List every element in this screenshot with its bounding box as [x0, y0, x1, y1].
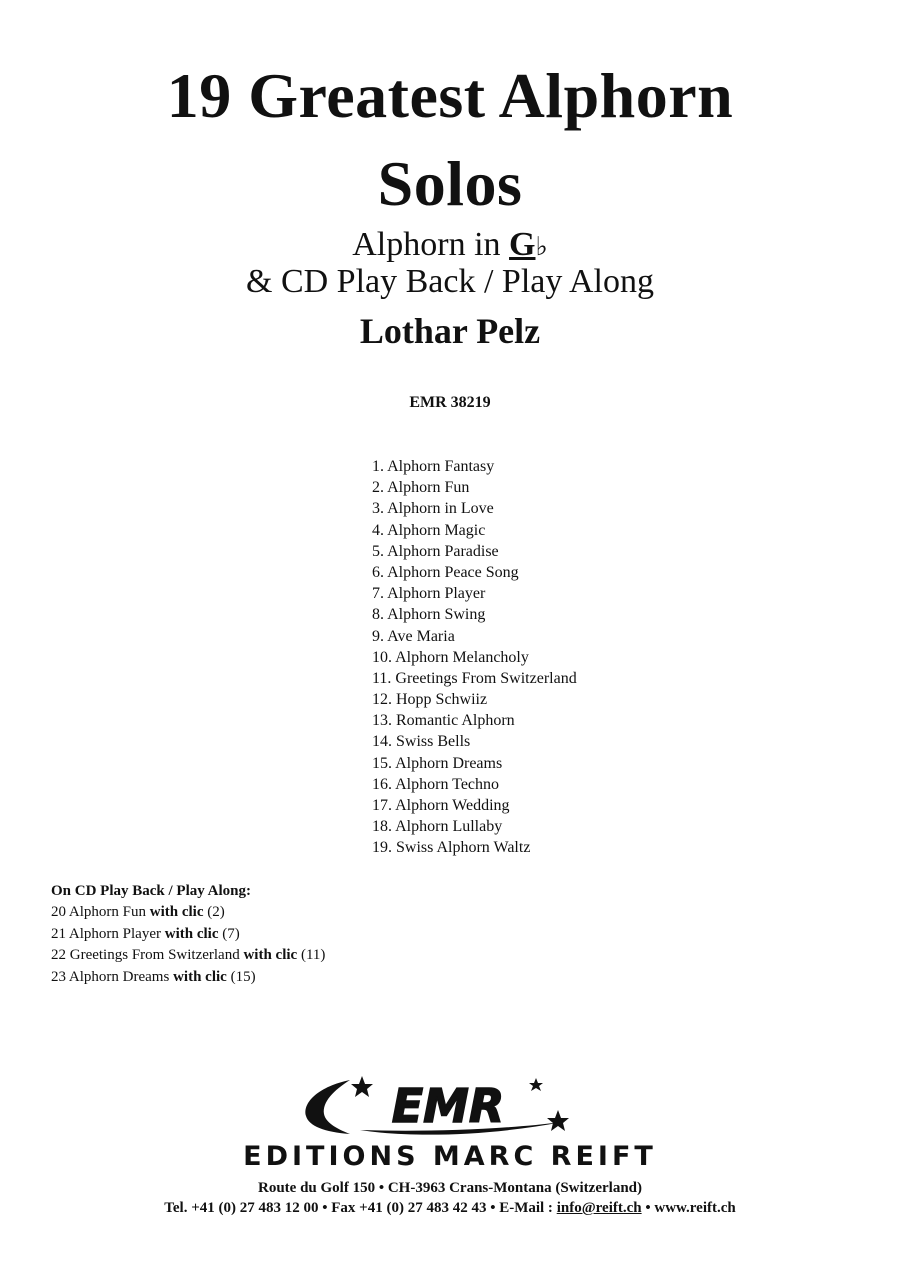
- catalog-number: EMR 38219: [409, 394, 491, 411]
- instrument-prefix: Alphorn in: [352, 226, 510, 263]
- cd-track-item: [51, 902, 325, 924]
- publisher-name: EDITIONS MARC REIFT: [243, 1141, 657, 1172]
- cd-track-ref: (11): [297, 947, 326, 963]
- title-line-1: 19 Greatest Alphorn: [166, 60, 734, 131]
- composer-name: Lothar Pelz: [359, 311, 541, 351]
- track-item: 1. Alphorn Fantasy: [372, 458, 495, 475]
- track-item: 15. Alphorn Dreams: [372, 754, 503, 772]
- cd-track-clic: with clic: [173, 968, 227, 985]
- cd-section-header: On CD Play Back / Play Along:: [51, 883, 252, 899]
- cd-track-clic: with clic: [243, 947, 298, 963]
- website: • www.reift.ch: [641, 1200, 736, 1216]
- track-item: 7. Alphorn Player: [372, 585, 486, 603]
- logo-star-icon: [547, 1110, 569, 1131]
- key-letter: G: [509, 226, 536, 263]
- track-item: 2. Alphorn Fun: [372, 479, 470, 497]
- emr-logo: [300, 1072, 600, 1142]
- track-item: 6. Alphorn Peace Song: [372, 563, 519, 581]
- track-item: 13. Romantic Alphorn: [372, 712, 515, 730]
- track-item: 18. Alphorn Lullaby: [372, 818, 503, 836]
- track-item: 19. Swiss Alphorn Waltz: [372, 839, 531, 857]
- cd-track-section: [51, 880, 325, 988]
- publisher-address: Route du Golf 150 • CH-3963 Crans-Montana (Switzerland): [258, 1180, 642, 1196]
- cd-track-title: 21 Alphorn Player: [51, 925, 165, 942]
- track-item: 8. Alphorn Swing: [372, 606, 486, 624]
- track-item: 4. Alphorn Magic: [372, 521, 486, 539]
- track-item: 12. Hopp Schwiiz: [372, 691, 488, 709]
- cd-track-item: [51, 967, 325, 989]
- phone-fax: Tel. +41 (0) 27 483 12 00 • Fax +41 (0) 27 483 42 43 • E-Mail :: [164, 1200, 557, 1216]
- cd-track-item: [51, 945, 325, 967]
- cd-track-ref: (15): [226, 968, 256, 985]
- title-line-2: Solos: [377, 148, 523, 219]
- logo-star-icon: [529, 1078, 543, 1091]
- logo-swoosh: [305, 1080, 350, 1134]
- cd-track-clic: with clic: [164, 925, 219, 942]
- track-item: 9. Ave Maria: [372, 627, 455, 645]
- logo-letters: EMR: [391, 1079, 505, 1133]
- track-item: 10. Alphorn Melancholy: [372, 648, 529, 666]
- cd-track-title: 22 Greetings From Switzerland: [51, 947, 244, 963]
- cd-track-ref: (2): [203, 904, 225, 920]
- track-item: 16. Alphorn Techno: [372, 775, 500, 793]
- instrument-line: [0, 228, 900, 262]
- cd-track-ref: (7): [218, 925, 240, 942]
- cd-line: & CD Play Back / Play Along: [246, 263, 654, 300]
- cd-track-title: 23 Alphorn Dreams: [51, 968, 174, 985]
- flat-sign: ♭: [535, 232, 548, 261]
- track-list: [372, 456, 577, 859]
- track-item: 11. Greetings From Switzerland: [372, 669, 577, 687]
- cd-track-item: [51, 924, 325, 946]
- logo-star-icon: [351, 1076, 373, 1097]
- cd-track-title: 20 Alphorn Fun: [51, 904, 150, 920]
- track-item: 14. Swiss Bells: [372, 733, 471, 751]
- track-item: 17. Alphorn Wedding: [372, 797, 510, 814]
- cd-track-clic: with clic: [149, 904, 204, 920]
- email-link[interactable]: info@reift.ch: [556, 1200, 642, 1216]
- track-item: 5. Alphorn Paradise: [372, 542, 499, 560]
- track-item: 3. Alphorn in Love: [372, 500, 494, 518]
- publisher-contact: [0, 1201, 900, 1216]
